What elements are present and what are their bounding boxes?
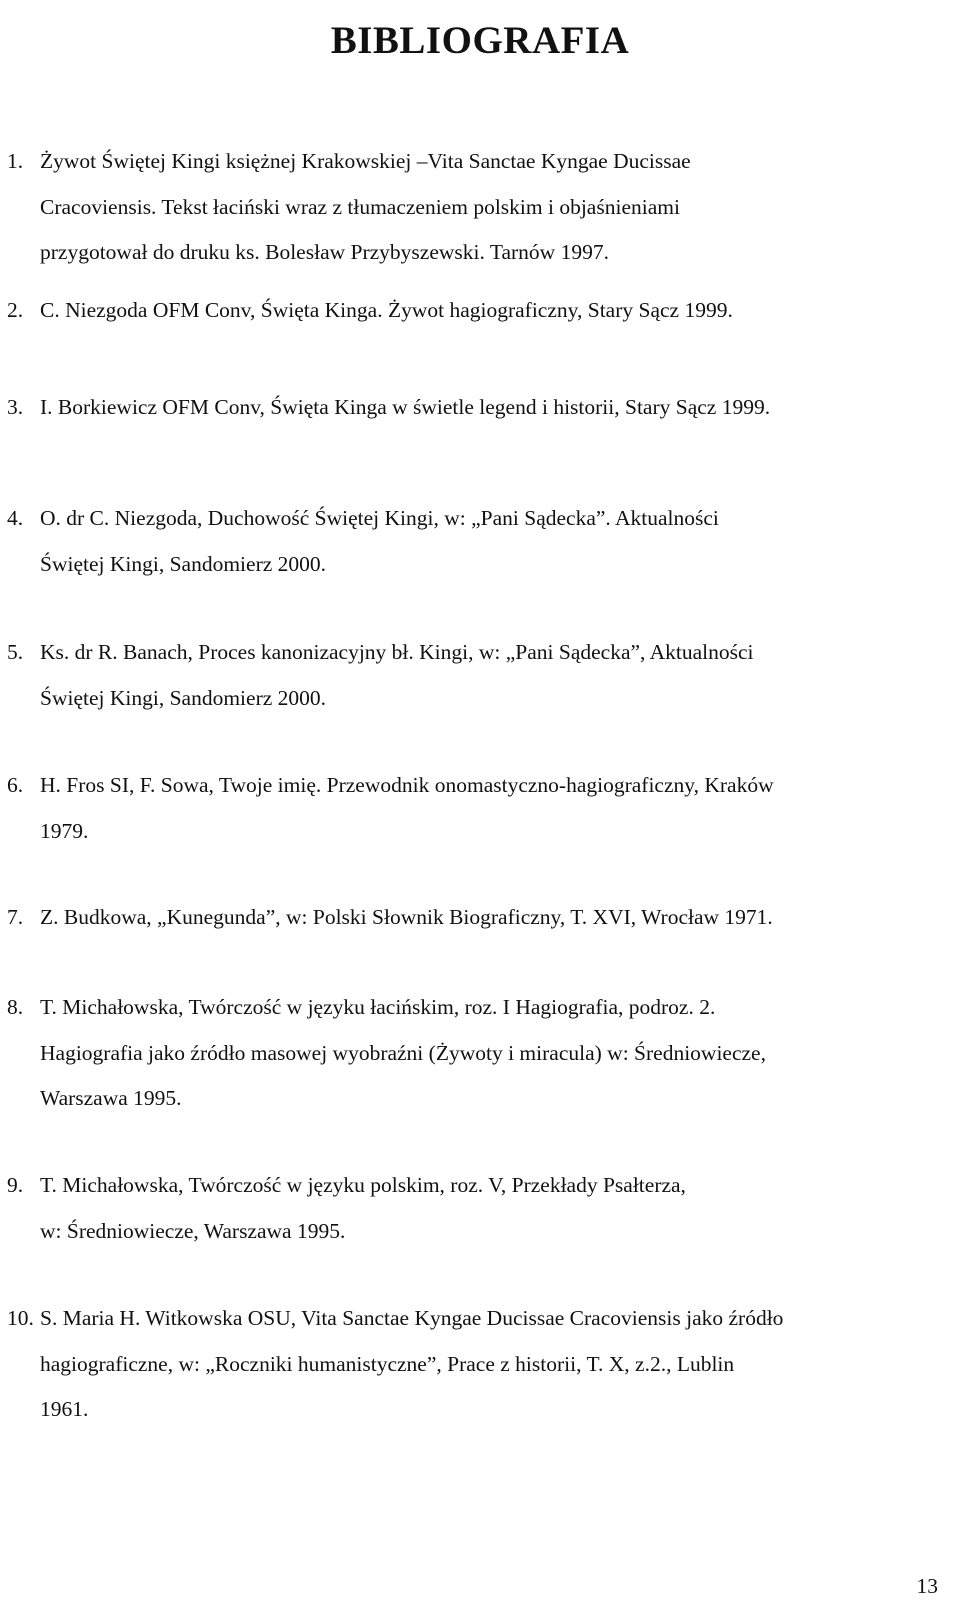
- entry-number: 10.: [7, 1306, 34, 1330]
- document-title: BIBLIOGRAFIA: [330, 19, 630, 63]
- entry-line: Cracoviensis. Tekst łaciński wraz z tłumaczeniem polskim i objaśnieniami: [40, 194, 680, 219]
- entry-number: 6.: [7, 773, 24, 797]
- entry-number: 3.: [7, 395, 24, 419]
- entry-number: 4.: [7, 506, 24, 530]
- entry-text: [40, 288, 733, 334]
- entry-text: [40, 496, 719, 587]
- entry-number: 7.: [7, 905, 24, 929]
- entry-line: H. Fros SI, F. Sowa, Twoje imię. Przewodnik onomastyczno-hagiograficzny, Kraków: [40, 773, 774, 797]
- entry-number: 5.: [7, 640, 24, 664]
- entry-line: Żywot Świętej Kingi księżnej Krakowskiej –Vita Sanctae Kyngae Ducissae: [40, 149, 691, 173]
- entry-line: Świętej Kingi, Sandomierz 2000.: [40, 551, 327, 576]
- entry-line: Hagiografia jako źródło masowej wyobraźni (Żywoty i miracula) w: Średniowiecze,: [40, 1040, 766, 1065]
- entry-line: S. Maria H. Witkowska OSU, Vita Sanctae Kyngae Ducissae Cracoviensis jako źródło: [40, 1306, 784, 1330]
- entry-text: [40, 1163, 686, 1254]
- entry-line: 1979.: [40, 818, 89, 843]
- entry-line: T. Michałowska, Twórczość w języku łacińskim, roz. I Hagiografia, podroz. 2.: [40, 995, 716, 1019]
- entry-line: Warszawa 1995.: [40, 1086, 182, 1110]
- entry-line: T. Michałowska, Twórczość w języku polskim, roz. V, Przekłady Psałterza,: [40, 1173, 686, 1197]
- entry-line: Z. Budkowa, „Kunegunda”, w: Polski Słownik Biograficzny, T. XVI, Wrocław 1971.: [40, 905, 773, 929]
- entry-line: Ks. dr R. Banach, Proces kanonizacyjny bł. Kingi, w: „Pani Sądecka”, Aktualności: [40, 640, 754, 664]
- entry-number: 2.: [7, 298, 24, 322]
- entry-line: Świętej Kingi, Sandomierz 2000.: [40, 685, 327, 710]
- entry-line: O. dr C. Niezgoda, Duchowość Świętej Kingi, w: „Pani Sądecka”. Aktualności: [40, 506, 719, 530]
- page-number: 13: [916, 1574, 938, 1598]
- entry-line: I. Borkiewicz OFM Conv, Święta Kinga w świetle legend i historii, Stary Sącz 1999.: [40, 395, 771, 419]
- entry-line: C. Niezgoda OFM Conv, Święta Kinga. Żywot hagiograficzny, Stary Sącz 1999.: [40, 298, 733, 322]
- entry-number: 8.: [7, 995, 24, 1019]
- entry-text: [40, 630, 754, 721]
- entry-number: 9.: [7, 1173, 24, 1197]
- entry-text: [40, 763, 774, 854]
- entry-line: hagiograficzne, w: „Roczniki humanistyczne”, Prace z historii, T. X, z.2., Lublin: [40, 1351, 735, 1376]
- entry-text: [40, 895, 773, 941]
- entry-line: przygotował do druku ks. Bolesław Przybyszewski. Tarnów 1997.: [40, 240, 609, 264]
- entry-text: [40, 1296, 783, 1433]
- entry-text: [40, 385, 770, 431]
- entry-line: 1961.: [40, 1397, 89, 1421]
- entry-line: w: Średniowiecze, Warszawa 1995.: [40, 1218, 346, 1243]
- entry-text: [40, 139, 691, 276]
- entry-number: 1.: [7, 149, 24, 173]
- entry-text: [40, 985, 766, 1122]
